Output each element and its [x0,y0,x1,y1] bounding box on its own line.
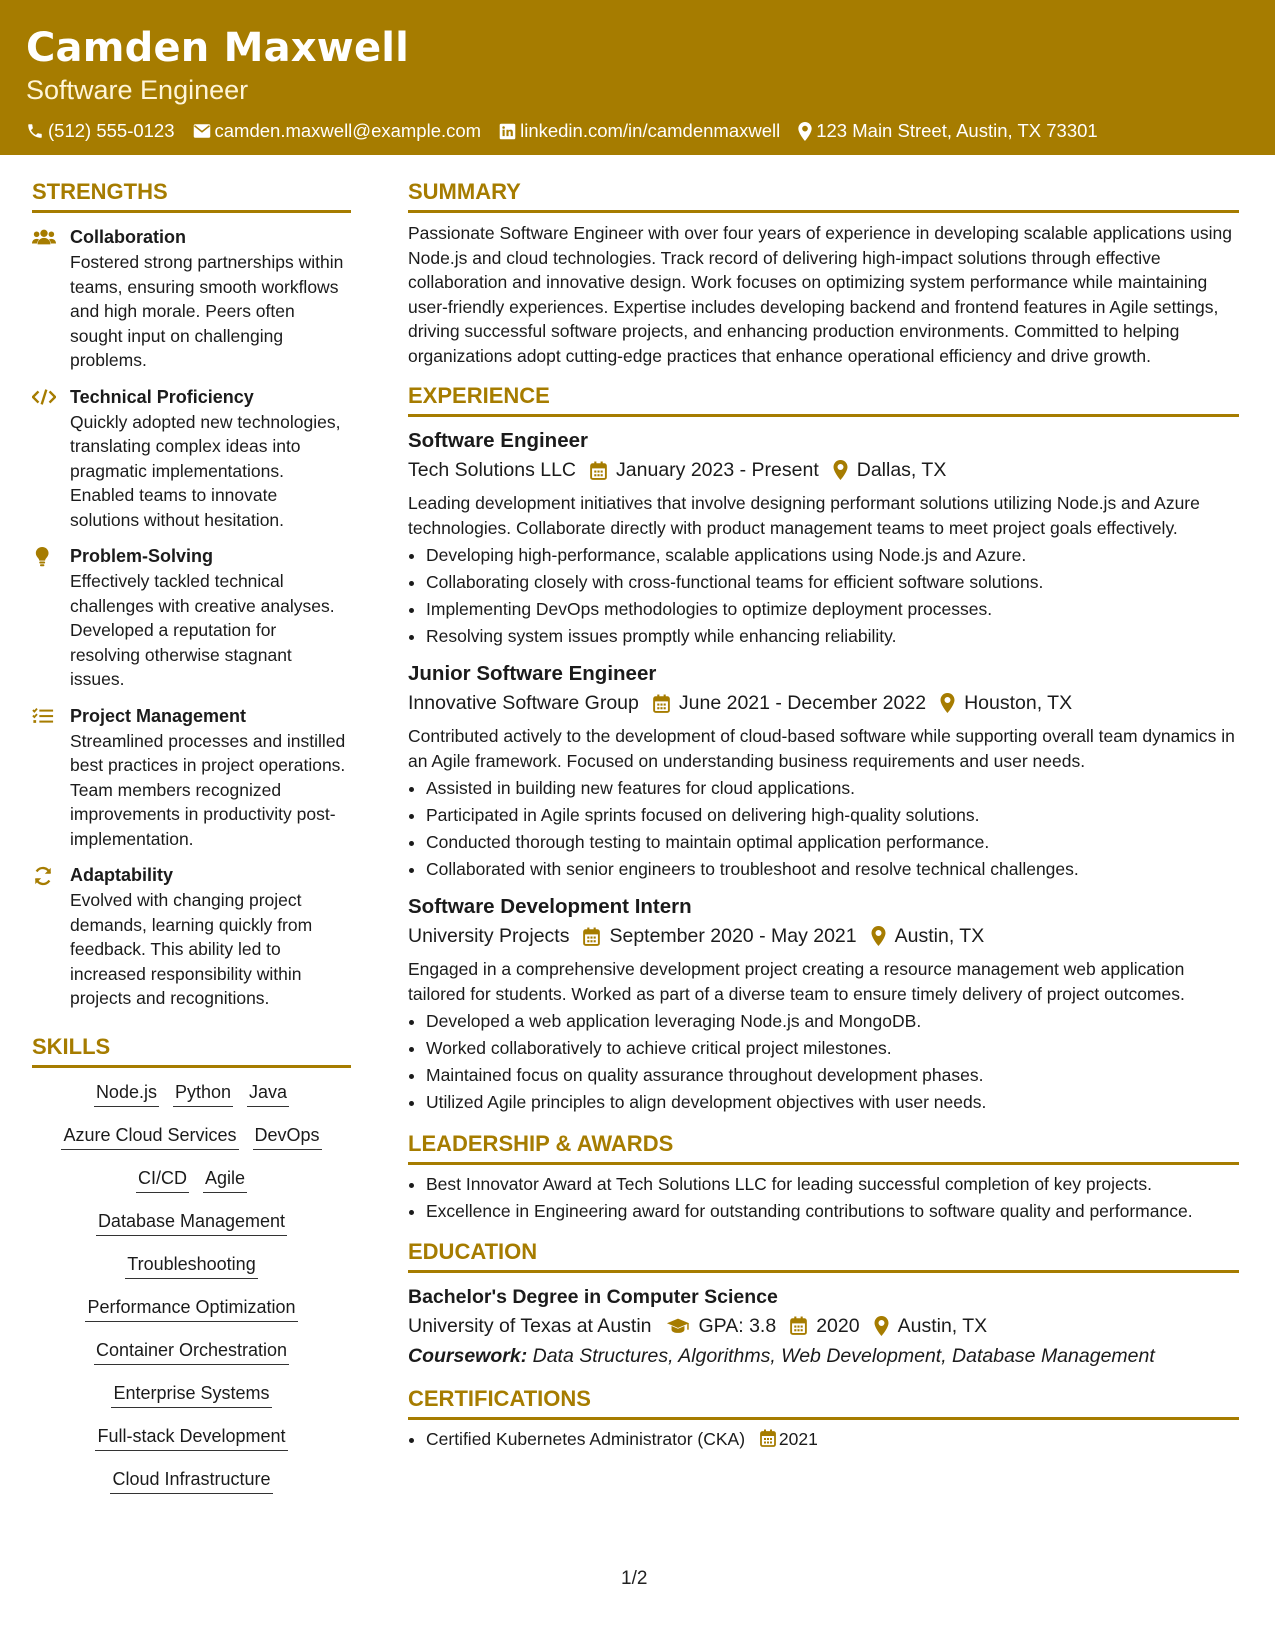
strength-desc: Quickly adopted new technologies, translating complex ideas into pragmatic implementations. Enabled teams to innovate solutions without hesitation. [70,411,341,530]
strength-name: Adaptability [70,865,174,885]
job-location: Austin, TX [894,925,985,947]
job-title: Software Development Intern [408,895,692,918]
linkedin-text: linkedin.com/in/camdenmaxwell [520,120,781,141]
skill-tag: Performance Optimization [85,1295,297,1322]
skill-tag: Container Orchestration [94,1338,289,1365]
strength-item [32,863,351,1011]
job-company: Tech Solutions LLC [408,459,577,481]
skill-tag: Database Management [96,1209,287,1236]
strength-desc: Evolved with changing project demands, learning quickly from feedback. This ability led to increased responsibility within projects and recognitions. [70,890,313,1008]
strength-item [32,385,351,533]
job-meta [408,921,1239,951]
summary-text: Passionate Software Engineer with over four years of experience in developing scalable applications using Node.js and cloud technologies. Track record of delivering high-impact solutions through effective collaboration and innovative design. Work focuses on optimizing system performance while maintaining user-friendly experiences. Expertise includes developing backend and frontend features in Agile settings, driving successful software projects, and enhancing production environments. Committed to helping organizations adopt cutting-edge practices that enhance operational efficiency and drive growth. [408,223,1232,366]
list-check-icon [32,707,54,725]
list-item: • Conducted thorough testing to maintain optimal application performance. [426,829,1239,856]
experience-heading: EXPERIENCE [408,382,1239,417]
strength-item [32,225,351,373]
job-dates: June 2021 - December 2022 [678,692,927,714]
leadership-list [408,1171,1239,1224]
graduation-cap-icon [666,1317,690,1335]
strengths-heading: STRENGTHS [32,178,351,213]
job-entry [408,427,1239,650]
list-item: • Developing high-performance, scalable applications using Node.js and Azure. [426,542,1239,569]
contact-linkedin[interactable] [499,120,780,142]
education-meta [408,1311,1239,1341]
strength-name: Project Management [70,705,247,726]
calendar-icon [760,1429,776,1447]
job-description: Engaged in a comprehensive development project creating a resource management web application tailored for students. Worked as part of a diverse team to ensure timely delivery of project outcomes. [408,959,1185,1004]
job-title: Junior Software Engineer [408,662,657,685]
resume-header [0,0,1275,155]
phone-text: (512) 555-0123 [48,120,175,141]
job-bullets [408,542,1239,650]
calendar-icon [583,927,600,946]
page-number: 1/2 [621,1568,648,1589]
summary-heading: SUMMARY [408,178,1239,213]
leadership-heading: LEADERSHIP & AWARDS [408,1130,1239,1165]
location-pin-icon [874,1316,889,1336]
certification-name: Certified Kubernetes Administrator (CKA) [426,1428,746,1449]
job-title: Software Engineer [408,429,588,452]
skill-tag: Azure Cloud Services [61,1123,238,1150]
job-location: Houston, TX [964,692,1073,714]
skill-tag: Java [247,1080,289,1107]
job-location: Dallas, TX [856,459,947,481]
certifications-list [408,1426,1239,1453]
skill-tag: CI/CD [136,1166,189,1193]
skills-list [32,1080,351,1494]
list-item: • Developed a web application leveraging Node.js and MongoDB. [426,1008,1239,1035]
coursework-text: Data Structures, Algorithms, Web Development, Database Management [532,1344,1155,1367]
strength-name: Problem-Solving [70,546,214,566]
degree-title: Bachelor's Degree in Computer Science [408,1285,778,1308]
right-column [408,178,1239,1453]
list-item: • Maintained focus on quality assurance throughout development phases. [426,1062,1239,1089]
list-item: • Excellence in Engineering award for outstanding contributions to software quality and performance. [426,1199,1239,1224]
strength-desc: Streamlined processes and instilled best practices in project operations. Team members recognized improvements in productivity post-implementation. [70,730,346,849]
job-meta [408,688,1239,718]
job-company: University Projects [408,925,570,947]
calendar-icon [790,1316,807,1335]
contact-phone[interactable] [26,120,175,142]
list-item: • Collaborated with senior engineers to troubleshoot and resolve technical challenges. [426,856,1239,883]
list-item: • Resolving system issues promptly while enhancing reliability. [426,623,1239,650]
address-text: 123 Main Street, Austin, TX 73301 [816,120,1098,141]
strength-item [32,544,351,692]
job-dates: September 2020 - May 2021 [609,925,857,947]
skill-tag: Enterprise Systems [111,1381,271,1408]
strength-desc: Fostered strong partnerships within teams, ensuring smooth workflows and high morale. Peers often sought input on challenging problems. [70,252,344,370]
gpa-text: GPA: 3.8 [698,1314,777,1337]
skill-tag: Python [173,1080,233,1107]
list-item: • Participated in Agile sprints focused on delivering high-quality solutions. [426,802,1239,829]
school-name: University of Texas at Austin [408,1314,652,1337]
candidate-name: Camden Maxwell [26,25,410,71]
job-entry [408,660,1239,883]
skill-tag: Node.js [94,1080,159,1107]
skill-tag: Troubleshooting [125,1252,257,1279]
job-description: Contributed actively to the development of cloud-based software while supporting overall team dynamics in an Agile framework. Focused on understanding business requirements and user needs. [408,726,1235,771]
candidate-title: Software Engineer [26,75,249,105]
education-heading: EDUCATION [408,1238,1239,1273]
left-column [32,178,351,1510]
envelope-icon [193,123,211,139]
email-text: camden.maxwell@example.com [214,120,482,141]
calendar-icon [653,694,670,713]
job-bullets [408,775,1239,883]
list-item: • Utilized Agile principles to align development objectives with user needs. [426,1089,1239,1116]
skill-tag: Agile [203,1166,247,1193]
location-pin-icon [871,926,886,946]
certifications-heading: CERTIFICATIONS [408,1385,1239,1420]
school-location: Austin, TX [897,1314,988,1337]
list-item: • Collaborating closely with cross-functional teams for efficient software solutions. [426,569,1239,596]
skill-tag: Full-stack Development [95,1424,287,1451]
skill-tag: DevOps [253,1123,322,1150]
job-bullets [408,1008,1239,1116]
lightbulb-icon [32,547,56,567]
code-icon [32,388,56,406]
strength-name: Technical Proficiency [70,386,254,407]
job-dates: January 2023 - Present [616,459,819,481]
job-description: Leading development initiatives that involve designing performant solutions utilizing Node.js and Azure technologies. Collaborate directly with product management teams to meet project goals effectively. [408,493,1200,538]
job-company: Innovative Software Group [408,692,639,714]
location-pin-icon [833,460,848,480]
list-item: • Worked collaboratively to achieve critical project milestones. [426,1035,1239,1062]
location-pin-icon [798,122,812,141]
certification-year: 2021 [778,1428,818,1449]
contact-address [798,120,1097,142]
job-meta [408,455,1239,485]
users-icon [32,228,56,246]
list-item: • Best Innovator Award at Tech Solutions LLC for leading successful completion of key projects. [426,1171,1239,1198]
job-entry [408,893,1239,1116]
skills-heading: SKILLS [32,1033,351,1068]
contact-email[interactable] [193,120,482,142]
phone-icon [26,122,44,140]
list-item: • Implementing DevOps methodologies to optimize deployment processes. [426,596,1239,623]
linkedin-icon [499,123,516,140]
strength-name: Collaboration [70,227,186,247]
contact-bar [26,120,1249,142]
coursework-label: Coursework: [408,1344,528,1367]
skill-tag: Cloud Infrastructure [110,1467,272,1494]
strength-desc: Effectively tackled technical challenges with creative analyses. Developed a reputation for resolving otherwise stagnant issues. [70,571,335,689]
strength-item [32,704,351,852]
location-pin-icon [940,693,955,713]
refresh-icon [32,866,54,886]
list-item: • Assisted in building new features for cloud applications. [426,775,1239,802]
coursework [408,1341,1239,1371]
list-item [426,1426,1239,1453]
graduation-year: 2020 [816,1314,860,1337]
calendar-icon [590,461,607,480]
